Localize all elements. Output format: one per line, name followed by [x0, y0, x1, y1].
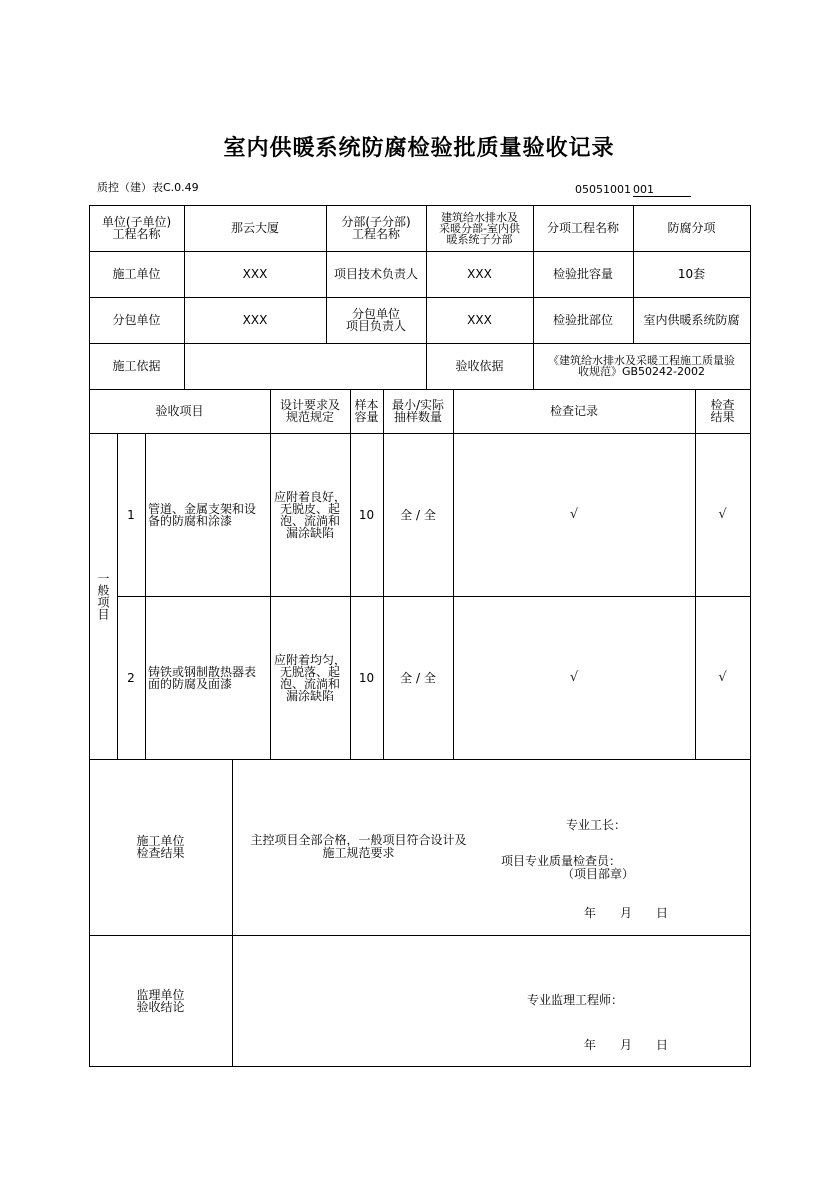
subcontractor-label: 分包单位 — [112, 313, 161, 327]
row-1-sample: 10 — [358, 507, 375, 522]
batch-part-label: 检验批部位 — [552, 313, 613, 327]
serial-number — [575, 183, 691, 197]
group-label: 一般项目 — [96, 572, 110, 620]
division-value: 建筑给水排水及 采暖分部-室内供 暖系统子分部 — [439, 210, 520, 246]
constructor-value: XXX — [242, 267, 268, 281]
row-1-item: 管道、金属支架和设 备的防腐和涂漆 — [148, 501, 257, 528]
foreman-label: 专业工长： — [566, 818, 627, 832]
acceptance-basis-value: 《建筑给水排水及采暖工程施工质量验 收规范》GB50242-2002 — [548, 354, 735, 378]
row-2-design: 应附着均匀， 无脱落、起 泡、流淌和 漏涂缺陷 — [273, 652, 346, 703]
row-1-result: √ — [718, 506, 727, 522]
division-label: 分部(子分部) 工程名称 — [341, 215, 411, 241]
sub-lead-value: XXX — [467, 313, 492, 327]
tech-lead-label: 项目技术负责人 — [333, 267, 418, 281]
supervision-label: 监理单位 验收结论 — [136, 987, 185, 1014]
subcontractor-value: XXX — [242, 313, 268, 327]
col-record-header: 检查记录 — [549, 404, 598, 418]
col-result-header: 检查 结果 — [710, 398, 735, 424]
row-1-no: 1 — [127, 507, 135, 522]
supervision-engineer-label: 专业监理工程师： — [527, 993, 624, 1007]
construction-check-label: 施工单位 检查结果 — [136, 834, 185, 860]
tech-lead-value: XXX — [467, 267, 492, 281]
unit-label: 单位(子单位) 工程名称 — [101, 215, 172, 241]
sub-lead-label: 分包单位 项目负责人 — [345, 307, 406, 333]
row-2-item: 铸铁或钢制散热器表 面的防腐及面漆 — [148, 664, 257, 691]
unit-value: 那云大厦 — [230, 221, 279, 235]
subitem-label: 分项工程名称 — [546, 221, 619, 235]
row-2-no: 2 — [127, 670, 135, 685]
row-1-design: 应附着良好， 无脱皮、起 泡、流淌和 漏涂缺陷 — [273, 489, 346, 540]
row-2-sample: 10 — [358, 670, 375, 685]
construction-date: 年 月 日 — [584, 906, 669, 920]
constructor-label: 施工单位 — [112, 267, 161, 281]
supervision-date: 年 月 日 — [584, 1038, 669, 1052]
row-2-minmax: 全 / 全 — [400, 670, 436, 685]
batch-part-value: 室内供暖系统防腐 — [643, 313, 740, 327]
basis-value — [184, 343, 426, 389]
row-2-record: √ — [569, 669, 579, 685]
form-code: 质控（建）表C.0.49 — [97, 181, 199, 194]
row-2-result: √ — [718, 669, 727, 685]
inspector-label: 项目专业质量检查员： — [501, 854, 622, 868]
construction-conclusion: 主控项目全部合格，一般项目符合设计及 施工规范要求 — [250, 833, 467, 860]
col-item-header: 验收项目 — [155, 404, 204, 418]
row-1-record: √ — [569, 506, 579, 522]
seal-label: （项目部章） — [562, 867, 635, 881]
col-sample-header: 样本 容量 — [354, 398, 379, 424]
batch-capacity-value: 10套 — [677, 267, 706, 281]
serial-suffix: 001 — [633, 183, 691, 197]
basis-label: 施工依据 — [112, 359, 161, 373]
col-minmax-header: 最小/实际 抽样数量 — [391, 398, 445, 424]
page-title: 室内供暖系统防腐检验批质量验收记录 — [223, 135, 615, 161]
batch-capacity-label: 检验批容量 — [552, 267, 613, 281]
serial-prefix: 05051001 — [575, 183, 631, 196]
subitem-value: 防腐分项 — [667, 221, 716, 235]
row-1-minmax: 全 / 全 — [400, 507, 436, 522]
acceptance-basis-label: 验收依据 — [455, 359, 504, 373]
col-design-header: 设计要求及 规范规定 — [279, 398, 340, 424]
